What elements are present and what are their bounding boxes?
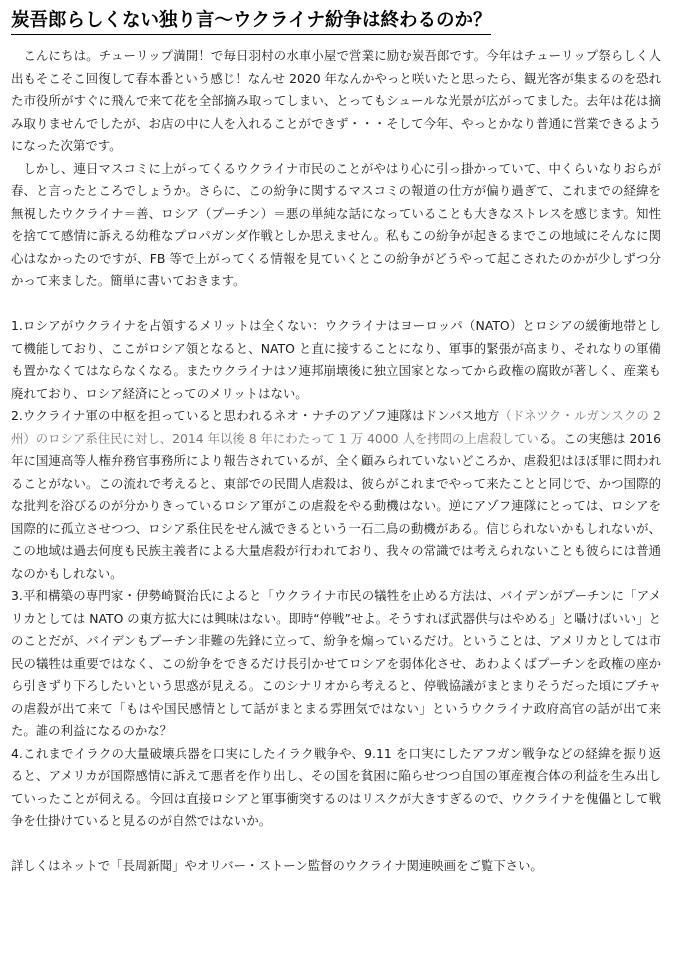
page-title: 炭吾郎らしくない独り言～ウクライナ紛争は終わるのか？ [11,10,491,35]
intro-paragraph: こんにちは。チューリップ満開！で毎日羽村の水車小屋で営業に励む炭吾郎です。今年はチューリップ祭らしく人出もそこそこ回復して春本番という感じ！なんせ 2020 年なんかやっと咲いたと思ったら、観光客が集まるのを恐れた市役所がすぐに飛んで来て花を全部摘み取ってしまい、とってもシュールな光景が広がってました。去年は花は摘み取りませんでしたが、お店の中に人を入れることができず・・・そして今年、やっとかなり普通に営業できるようになった次第です。 [11,48,661,153]
article-body [11,45,661,878]
point-3: 3.平和構築の専門家・伊勢崎賢治氏によると「ウクライナ市民の犠牲を止める方法は、バイデンがプーチンに「アメリカとしては NATO の東方拡大には興味はない。即時“停戦”せよ。そうすれば武器供与はやめる」と囁けばいい」とのことだが、バイデンもプーチン非難の先鋒に立って、紛争を煽っているだけ。ということは、アメリカとしては市民の犠牲は重要ではなく、この紛争をできるだけ長引かせてロシアを弱体化させ、あわよくばプーチンを政権の座から引きずり下ろしたいという思惑が見える。このシナリオから考えると、停戦協議がまとまりそうだった頃にブチャの虐殺が出て来て「もはや国民感情として話がまとまる雰囲気ではない」というウクライナ政府高官の話が出て来た。誰の利益になるのかな？ [11,588,661,738]
context-paragraph: しかし、連日マスコミに上がってくるウクライナ市民のことがやはり心に引っ掛かっていて、中くらいなりおらが春、と言ったところでしょうか。さらに、この紛争に関するマスコミの報道の仕方が偏り過ぎて、これまでの経緯を無視したウクライナ＝善、ロシア（プーチン）＝悪の単純な話になっていることも大きなストレスを感じます。知性を捨てて感情に訴える幼稚なプロパガンダ作戦としか思えません。私もこの紛争が起きるまでこの地域にそんなに関心はなかったのですが、FB 等で上がってくる情報を見ていくとこの紛争がどうやって起こされたのかが少しずつ分かって来ました。簡単に書いておきます。 [11,160,661,288]
point-2-faded-text: （ドネツク・ルガンスクの 2 州）のロシア系住民に対し、2014 年以後 8 年にわたって 1 万 4000 人を拷問の上虐殺してい [11,408,661,446]
point-4: 4.これまでイラクの大量破壊兵器を口実にしたイラク戦争や、9.11 を口実にしたアフガン戦争などの経緯を振り返ると、アメリカが国際感情に訴えて悪者を作り出し、その国を貧困に陥らせつつ自国の軍産複合体の利益を生み出していったことが伺える。今回は直接ロシアと軍事衝突するのはリスクが大きすぎるので、ウクライナを傀儡として戦争を仕掛けていると見るのが自然ではないか。 [11,745,661,828]
point-2 [11,405,661,585]
point-2-text-end: る。この実態は 2016 年に国連高等人権弁務官事務所により報告されているが、全く顧みられていないどころか、虐殺犯はほぼ罪に問われることがない。この流れで考えると、東部での民間人虐殺は、彼らがこれまでやって来たことと同じで、かつ国際的な批判を浴びるのが分かりきっているロシア軍がこの虐殺をやる動機はない。逆にアゾフ連隊にとっては、ロシアを国際的に孤立させつつ、ロシア系住民をせん滅できるという一石二鳥の動機がある。信じられないかもしれないが、この地域は過去何度も民族主義者による大量虐殺が行われており、我々の常識では考えられないことも彼らには普通なのかもしれない。 [11,430,661,581]
closing-line: 詳しくはネットで「長周新聞」やオリバー・ストーン監督のウクライナ関連映画をご覧下さい。 [11,858,543,873]
paragraph-spacer [11,293,661,316]
paragraph-spacer [11,833,661,856]
point-2-text-start: 2.ウクライナ軍の中枢を担っていると思われるネオ・ナチのアゾフ連隊はドンバス地方 [11,408,500,423]
point-1: 1.ロシアがウクライナを占領するメリットは全くない：ウクライナはヨーロッパ（NATO）とロシアの緩衝地帯として機能しており、ここがロシア領となると、NATO と直に接することになり、軍事的緊張が高まり、それなりの軍備も置かなくてはならなくなる。またウクライナはソ連邦崩壊後に独立国家となってから政権の腐敗が著しく、産業も廃れており、ロシア経済にとってのメリットはない。 [11,318,661,401]
